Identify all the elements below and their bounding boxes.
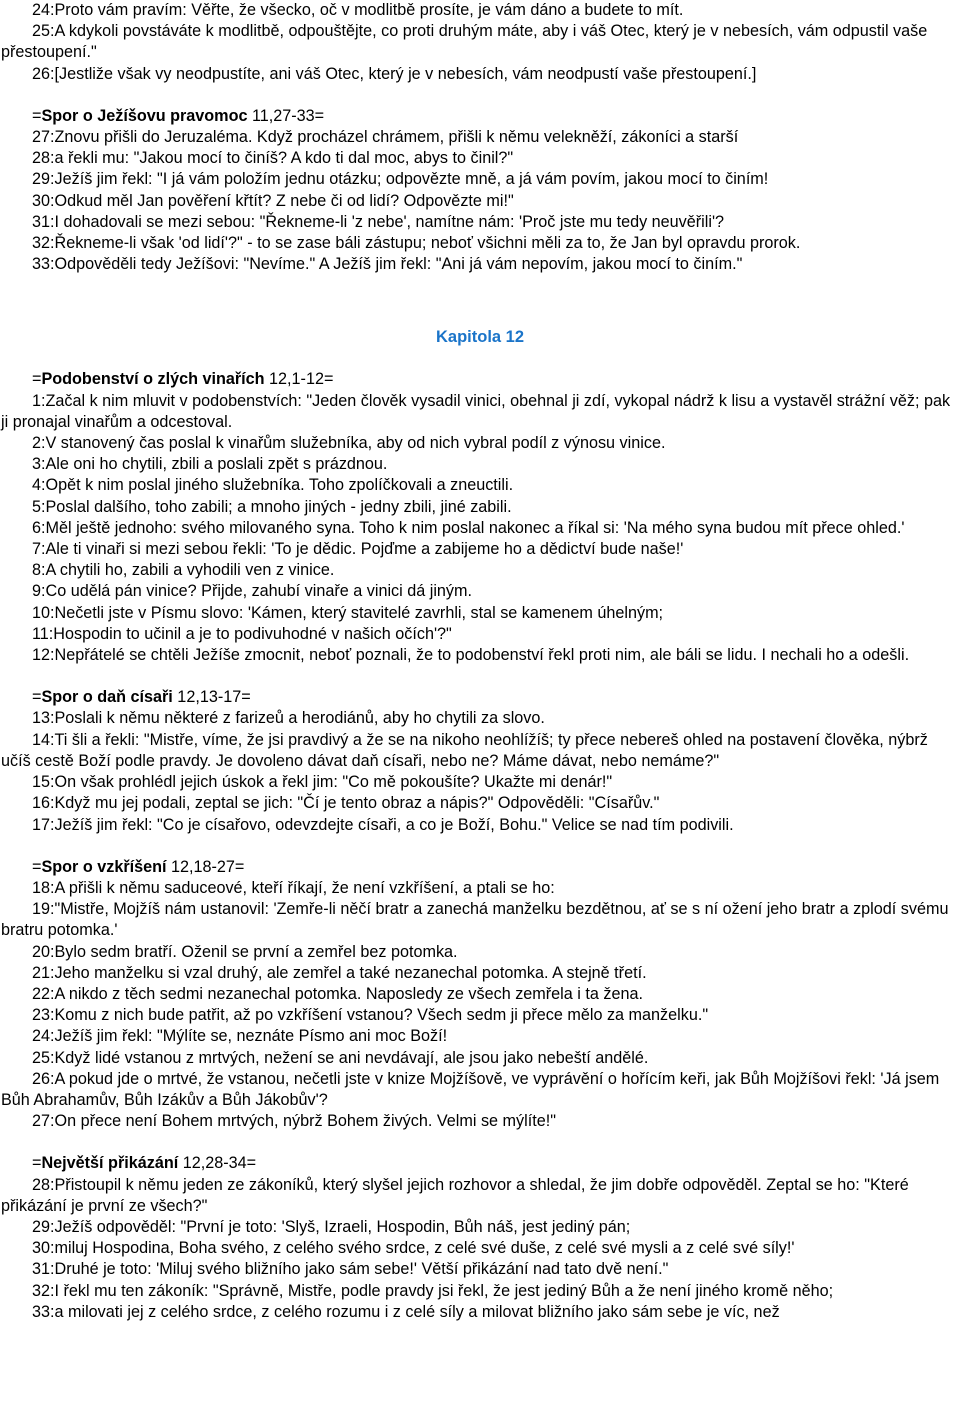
verse: 13:Poslali k němu některé z farizeů a herodiánů, aby ho chytili za slovo. bbox=[32, 709, 545, 728]
section-heading: =Spor o Ježíšovu pravomoc 11,27-33= bbox=[32, 106, 325, 125]
verse: 23:Komu z nich bude patřit, až po vzkříšení vstanou? Všech sedm ji přece mělo za manželku." bbox=[32, 1006, 709, 1025]
verse: 6:Měl ještě jednoho: svého milovaného syna. Toho k nim poslal nakonec a říkal si: 'Na mého syna budou mít přece ohled.' bbox=[32, 518, 905, 537]
verse: 26:[Jestliže však vy neodpustíte, ani váš Otec, který je v nebesích, vám neodpustí vaše přestoupení.] bbox=[32, 64, 757, 83]
verse: 20:Bylo sedm bratří. Oženil se první a zemřel bez potomka. bbox=[32, 942, 458, 961]
verse: 32:Řekneme-li však 'od lidí'?" - to se zase báli zástupu; neboť všichni měli za to, že Jan byl opravdu prorok. bbox=[32, 234, 801, 253]
verse: 10:Nečetli jste v Písmu slovo: 'Kámen, který stavitelé zavrhli, stal se kamenem úhelným; bbox=[32, 603, 664, 622]
verse: 15:On však prohlédl jejich úskok a řekl jim: "Co mě pokoušíte? Ukažte mi denár!" bbox=[32, 773, 613, 792]
verse: 28:a řekli mu: "Jakou mocí to činíš? A kdo ti dal moc, abys to činil?" bbox=[32, 149, 514, 168]
verse: 8:A chytili ho, zabili a vyhodili ven z vinice. bbox=[32, 561, 335, 580]
verse: 14:Ti šli a řekli: "Mistře, víme, že jsi pravdivý a že se na nikoho neohlížíš; ty přece nebereš ohled na postavení člověka, nýbrž učíš cestě Boží podle pravdy. Je dovoleno dávat daň císaři, nebo ne? Máme dávat, nebo nemáme?" bbox=[1, 730, 933, 770]
verse: 27:Znovu přišli do Jeruzaléma. Když procházel chrámem, přišli k němu velekněží, zákoníci a starší bbox=[32, 128, 739, 147]
section-ref: 12,18-27= bbox=[166, 857, 245, 876]
verse: 31:Druhé je toto: 'Miluj svého bližního jako sám sebe!' Větší přikázání nad tato dvě není." bbox=[32, 1260, 669, 1279]
verse: 30:miluj Hospodina, Boha svého, z celého svého srdce, z celé své duše, z celé své mysli a z celé své síly!' bbox=[32, 1239, 795, 1258]
verse: 18:A přišli k němu saduceové, kteří říkají, že není vzkříšení, a ptali se ho: bbox=[32, 878, 555, 897]
section-title: Spor o vzkříšení bbox=[41, 857, 167, 876]
verse: 4:Opět k nim poslal jiného služebníka. Toho zpolíčkovali a zneuctili. bbox=[32, 476, 514, 495]
verse: 5:Poslal dalšího, toho zabili; a mnoho jiných - jedny zbili, jiné zabili. bbox=[32, 497, 512, 516]
verse-block-section3 bbox=[1, 708, 959, 835]
verse: 21:Jeho manželku si vzal druhý, ale zemřel a také nezanechal potomka. A stejně třetí. bbox=[32, 963, 647, 982]
section-title: Spor o Ježíšovu pravomoc bbox=[41, 106, 248, 125]
document-page bbox=[1, 0, 959, 1323]
verse: 19:"Mistře, Mojžíš nám ustanovil: 'Zemře-li něčí bratr a zanechá manželku bezdětnou, ať se s ní ožení jeho bratr a zplodí svému bratru potomka.' bbox=[1, 900, 953, 940]
verse: 25:A kdykoli povstáváte k modlitbě, odpouštějte, co proti druhým máte, aby i váš Otec, který je v nebesích, vám odpustil vaše přestoupení." bbox=[1, 22, 932, 62]
verse: 33:a milovati jej z celého srdce, z celého rozumu i z celé síly a milovat bližního jako sám sebe je víc, než bbox=[32, 1302, 780, 1321]
verse: 12:Nepřátelé se chtěli Ježíše zmocnit, neboť poznali, že to podobenství řekl proti nim, ale báli se lidu. I nechali ho a odešli. bbox=[32, 646, 910, 665]
verse: 31:I dohadovali se mezi sebou: "Řekneme-li 'z nebe', namítne nám: 'Proč jste mu tedy neuvěřili'? bbox=[32, 212, 725, 231]
section-title: Největší přikázání bbox=[41, 1154, 179, 1173]
verse-block-section1 bbox=[1, 127, 959, 275]
section-heading: =Podobenství o zlých vinařích 12,1-12= bbox=[32, 370, 334, 389]
section-heading: =Největší přikázání 12,28-34= bbox=[32, 1154, 257, 1173]
verse: 7:Ale ti vinaři si mezi sebou řekli: 'To je dědic. Pojďme a zabijeme ho a dědictví bude naše!' bbox=[32, 540, 684, 559]
verse-block-section4 bbox=[1, 878, 959, 1132]
verse: 3:Ale oni ho chytili, zbili a poslali zpět s prázdnou. bbox=[32, 455, 388, 474]
verse: 9:Co udělá pán vinice? Přijde, zahubí vinaře a vinici dá jiným. bbox=[32, 582, 473, 601]
verse: 1:Začal k nim mluvit v podobenstvích: "Jeden člověk vysadil vinici, obehnal ji zdí, vykopal nádrž k lisu a vystavěl strážní věž; pak ji pronajal vinařům a odcestoval. bbox=[1, 391, 955, 431]
verse: 16:Když mu jej podali, zeptal se jich: "Čí je tento obraz a nápis?" Odpověděli: "Císařův." bbox=[32, 794, 660, 813]
verse: 17:Ježíš jim řekl: "Co je císařovo, odevzdejte císaři, a co je Boží, Bohu." Velice se nad tím podivili. bbox=[32, 815, 734, 834]
verse-block-intro bbox=[1, 0, 959, 85]
verse: 29:Ježíš jim řekl: "I já vám položím jednu otázku; odpovězte mně, a já vám povím, jakou mocí to činím! bbox=[32, 170, 769, 189]
verse: 29:Ježíš odpověděl: "První je toto: 'Slyš, Izraeli, Hospodin, Bůh náš, jest jediný pán; bbox=[32, 1217, 631, 1236]
verse: 28:Přistoupil k němu jeden ze zákoníků, který slyšel jejich rozhovor a shledal, že jim dobře odpověděl. Zeptal se ho: "Které přikázání je první ze všech?" bbox=[1, 1175, 914, 1215]
section-heading: =Spor o vzkříšení 12,18-27= bbox=[32, 857, 245, 876]
verse: 11:Hospodin to učinil a je to podivuhodné v našich očích'?" bbox=[32, 624, 452, 643]
section-ref: 12,13-17= bbox=[172, 688, 251, 707]
chapter-title: Kapitola 12 bbox=[435, 328, 525, 347]
verse-block-section5 bbox=[1, 1175, 959, 1323]
verse: 22:A nikdo z těch sedmi nezanechal potomka. Naposledy ze všech zemřela i ta žena. bbox=[32, 984, 643, 1003]
verse: 2:V stanovený čas poslal k vinařům služebníka, aby od nich vybral podíl z výnosu vinice. bbox=[32, 434, 666, 453]
section-title: Podobenství o zlých vinařích bbox=[41, 370, 265, 389]
section-ref: 12,28-34= bbox=[178, 1154, 257, 1173]
verse: 25:Když lidé vstanou z mrtvých, nežení se ani nevdávají, ale jsou jako nebeští andělé. bbox=[32, 1048, 649, 1067]
verse: 24:Proto vám pravím: Věřte, že všecko, oč v modlitbě prosíte, je vám dáno a budete to mít. bbox=[32, 1, 684, 19]
section-ref: 11,27-33= bbox=[247, 106, 325, 125]
verse-block-section2 bbox=[1, 391, 959, 667]
verse: 30:Odkud měl Jan pověření křtít? Z nebe či od lidí? Odpovězte mi!" bbox=[32, 191, 514, 210]
section-heading: =Spor o daň císaři 12,13-17= bbox=[32, 688, 251, 707]
section-ref: 12,1-12= bbox=[264, 370, 334, 389]
verse: 32:I řekl mu ten zákoník: "Správně, Mistře, podle pravdy jsi řekl, že jest jediný Bůh a že není jiného kromě něho; bbox=[32, 1281, 834, 1300]
section-title: Spor o daň císaři bbox=[41, 688, 173, 707]
verse: 33:Odpověděli tedy Ježíšovi: "Nevíme." A Ježíš jim řekl: "Ani já vám nepovím, jakou mocí to činím." bbox=[32, 255, 743, 274]
verse: 24:Ježíš jim řekl: "Mýlíte se, neznáte Písmo ani moc Boží! bbox=[32, 1027, 448, 1046]
verse: 27:On přece není Bohem mrtvých, nýbrž Bohem živých. Velmi se mýlíte!" bbox=[32, 1112, 556, 1131]
verse: 26:A pokud jde o mrtvé, že vstanou, nečetli jste v knize Mojžíšově, ve vyprávění o hořícím keři, jak Bůh Mojžíšovi řekl: 'Já jsem Bůh Abrahamův, Bůh Izákův a Bůh Jákobův'? bbox=[1, 1069, 944, 1109]
